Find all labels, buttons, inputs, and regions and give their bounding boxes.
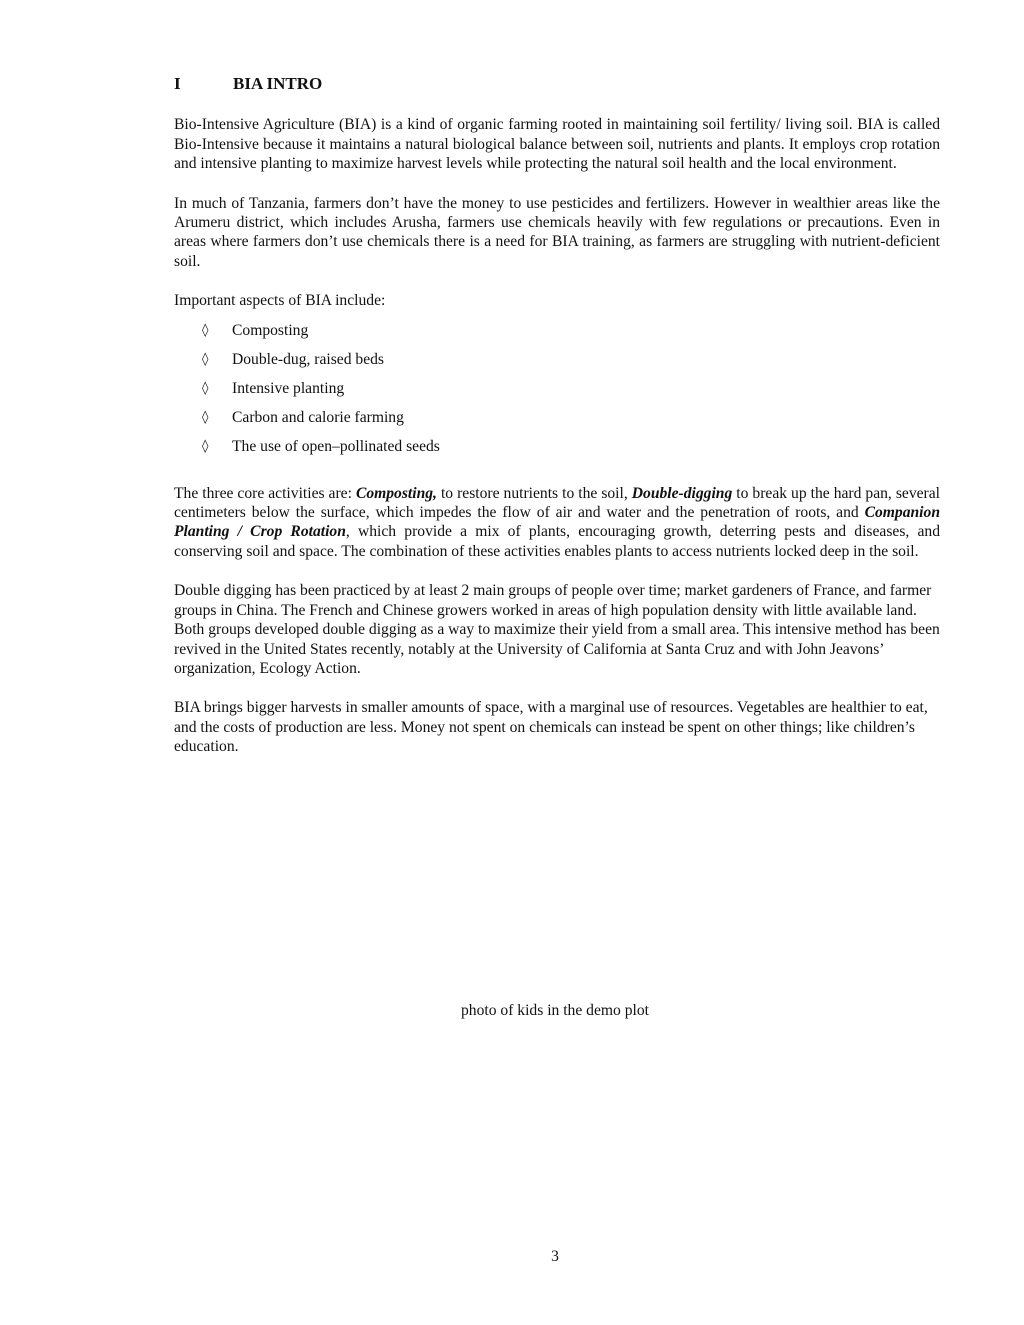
term-companion-planting: Companion Planting / Crop Rotation — [174, 504, 940, 541]
page-number: 3 — [551, 1248, 559, 1265]
core-text-4: , which provide a mix of plants, encouraging growth, deterring pests and diseases, and conserving soil and space. The combination of these activities enables plants to access nutrients locked deep in the soil. — [174, 523, 940, 560]
paragraph-double-digging-history: Double digging has been practiced by at least 2 main groups of people over time; market gardeners of France, and farmer groups in China. The French and Chinese growers worked in areas of high population density with little available land. Both groups developed double digging as a way to maximize their yield from a small area. This intensive method has been revived in the United States recently, notably at the University of California at Santa Cruz and with John Jeavons’ organization, Ecology Action. — [174, 582, 940, 677]
document-page — [174, 74, 940, 757]
diamond-bullet-icon: ◊ — [202, 409, 209, 425]
list-item — [174, 437, 940, 466]
paragraph-core-activities — [174, 484, 940, 562]
list-item-text: Composting — [232, 321, 309, 339]
diamond-bullet-icon: ◊ — [202, 322, 209, 338]
list-item-text: Intensive planting — [232, 379, 345, 397]
paragraph-aspects-intro: Important aspects of BIA include: — [174, 292, 386, 310]
core-text-1: The three core activities are: — [174, 484, 356, 502]
list-item — [174, 379, 940, 408]
diamond-bullet-icon: ◊ — [202, 380, 209, 396]
list-item — [174, 408, 940, 437]
list-item — [174, 350, 940, 379]
photo-placeholder-caption: photo of kids in the demo plot — [461, 1002, 649, 1019]
aspects-list — [174, 321, 940, 466]
section-number: I — [174, 74, 181, 93]
core-text-3: to break up the hard pan, several centimeters below the surface, which impedes the flow of air and water and the penetration of roots, and — [174, 484, 940, 522]
list-item-text: The use of open–pollinated seeds — [232, 437, 440, 455]
section-heading — [174, 74, 940, 93]
core-text-2: to restore nutrients to the soil, — [436, 484, 632, 502]
term-double-digging: Double-digging — [631, 484, 733, 502]
paragraph-intro: Bio-Intensive Agriculture (BIA) is a kind of organic farming rooted in maintaining soil fertility/ living soil. BIA is called Bio-Intensive because it maintains a natural biological balance between soil, nutrients and plants. It employs crop rotation and intensive planting to maximize harvest levels while protecting the natural soil health and the local environment. — [174, 116, 940, 173]
list-item-text: Double-dug, raised beds — [232, 350, 385, 368]
diamond-bullet-icon: ◊ — [202, 438, 209, 454]
diamond-bullet-icon: ◊ — [202, 351, 209, 367]
section-title: BIA INTRO — [233, 74, 323, 93]
list-item — [174, 321, 940, 350]
term-composting: Composting, — [355, 484, 437, 502]
paragraph-bia-benefits: BIA brings bigger harvests in smaller amounts of space, with a marginal use of resources. Vegetables are healthier to eat, and the costs of production are less. Money not spent on chemicals can instead be spent on other things; like children’s education. — [174, 699, 928, 756]
list-item-text: Carbon and calorie farming — [232, 408, 404, 426]
paragraph-tanzania: In much of Tanzania, farmers don’t have the money to use pesticides and fertilizers. However in wealthier areas like the Arumeru district, which includes Arusha, farmers use chemicals heavily with few regulations or precautions. Even in areas where farmers don’t use chemicals there is a need for BIA training, as farmers are struggling with nutrient-deficient soil. — [174, 194, 940, 270]
